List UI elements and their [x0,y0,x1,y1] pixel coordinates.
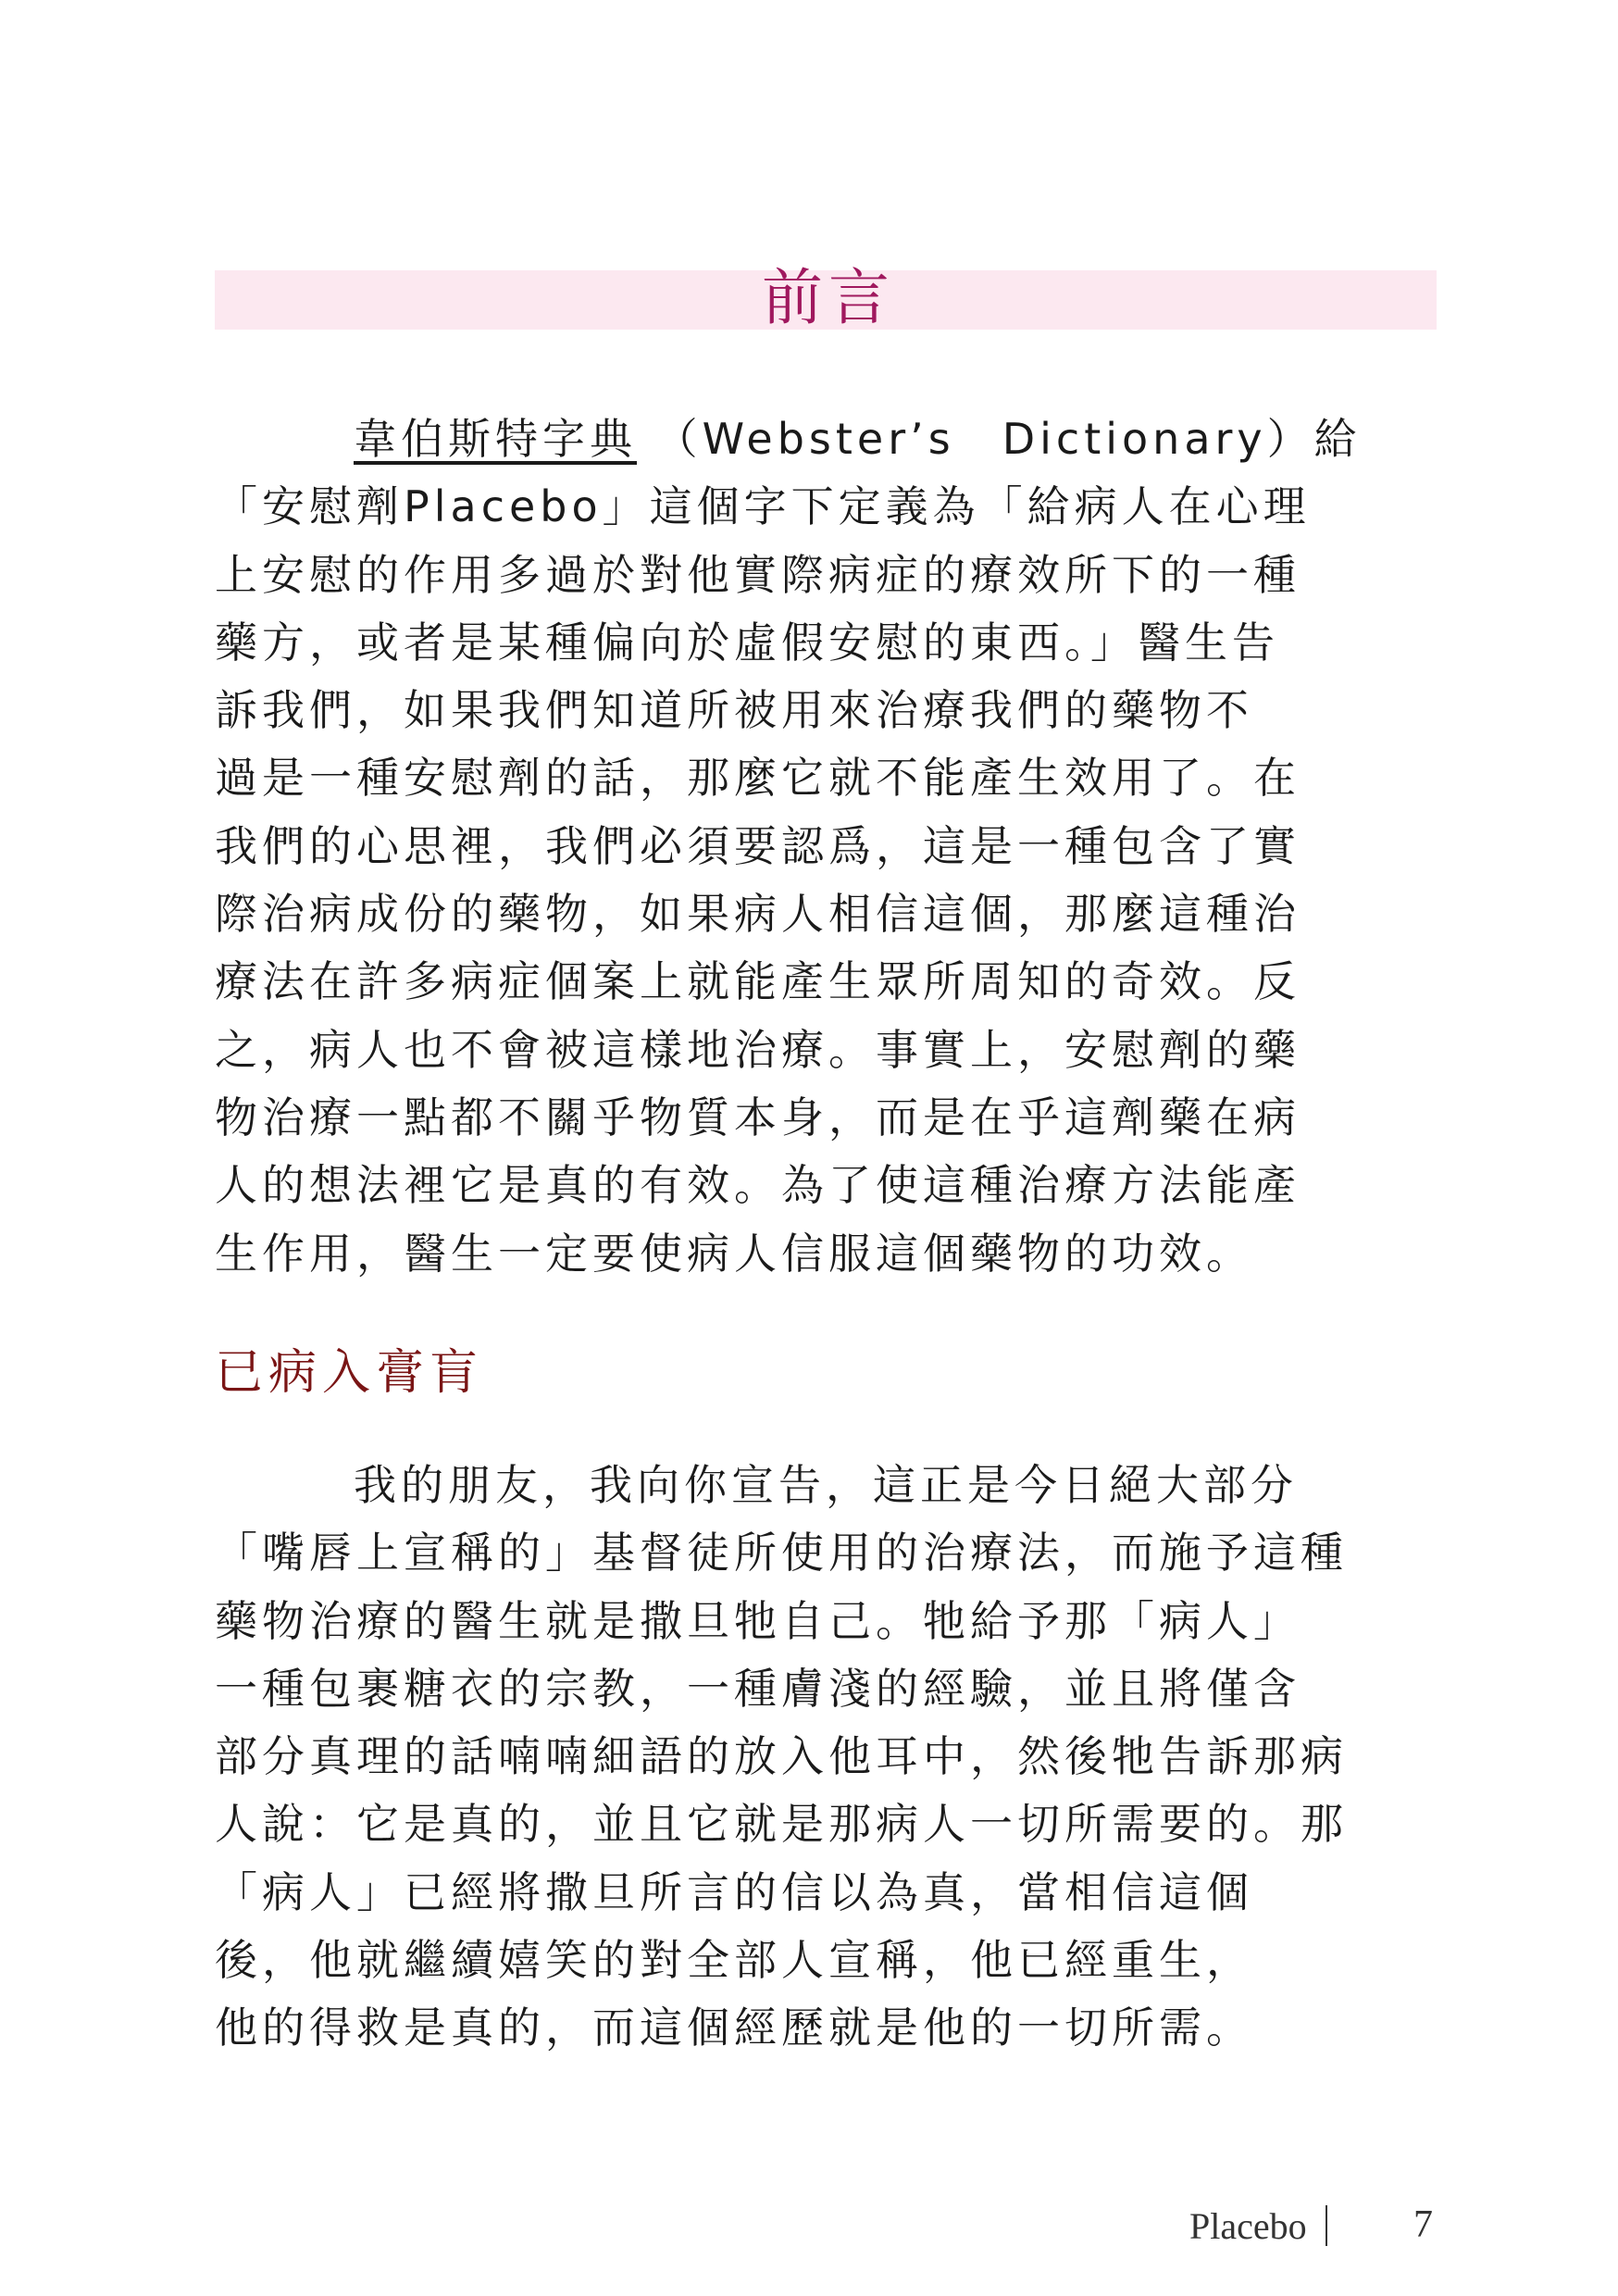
paragraph-1 [215,406,1437,1288]
paragraph-line: 訴我們，如果我們知道所被用來治療我們的藥物不 [215,685,1253,736]
section-heading: 已病入膏肓 [215,1345,484,1401]
paragraph-line: 人說：它是真的，並且它就是那病人一切所需要的。那 [215,1799,1348,1850]
paragraph-line: 我的朋友，我向你宣告，這正是今日絕大部分 [354,1460,1298,1510]
paragraph-line: 療法在許多病症個案上就能產生眾所周知的奇效。反 [215,956,1301,1007]
paragraph-line: 一種包裹糖衣的宗教，一種膚淺的經驗，並且將僅含 [215,1663,1301,1714]
dictionary-term: 韋伯斯特字典 [354,414,637,464]
paragraph-line: 際治病成份的藥物，如果病人相信這個，那麼這種治 [215,889,1301,940]
paragraph-line: 生作用，醫生一定要使病人信服這個藥物的功效。 [215,1228,1253,1279]
paragraph-line: 藥方，或者是某種偏向於虛假安慰的東西。」醫生告 [215,617,1279,668]
paragraph-line: 「病人」已經將撒旦所言的信以為真，當相信這個 [215,1866,1253,1917]
paragraph-line: 部分真理的話喃喃細語的放入他耳中，然後牠告訴那病 [215,1731,1348,1782]
paragraph-2 [215,1452,1437,2063]
page-number: 7 [1413,2203,1433,2246]
paragraph-line: 過是一種安慰劑的話，那麼它就不能產生效用了。在 [215,753,1301,804]
page-title: 前言 [762,262,895,333]
paragraph-line: 他的得救是真的，而這個經歷就是他的一切所需。 [215,2003,1253,2053]
paragraph-line: 之，病人也不會被這樣地治療。事實上，安慰劑的藥 [215,1024,1301,1075]
footer-book-title: Placebo [1189,2205,1307,2247]
paragraph-line: 後，他就繼續嬉笑的對全部人宣稱，他已經重生， [215,1935,1253,1986]
paragraph-line: 物治療一點都不關乎物質本身，而是在乎這劑藥在病 [215,1092,1301,1142]
paragraph-line [215,406,1437,473]
paragraph-line: 上安慰的作用多過於對他實際病症的療效所下的一種 [215,549,1301,600]
paragraph-line-text: （Webster’s Dictionary）給 [637,414,1362,464]
paragraph-line: 「嘴唇上宣稱的」基督徒所使用的治療法，而施予這種 [215,1528,1348,1578]
footer-separator [1326,2205,1327,2246]
paragraph-line: 「安慰劑Placebo」這個字下定義為「給病人在心理 [215,481,1311,532]
paragraph-line: 人的想法裡它是真的有效。為了使這種治療方法能產 [215,1160,1301,1211]
paragraph-line: 藥物治療的醫生就是撒旦牠自己。牠給予那「病人」 [215,1595,1301,1646]
paragraph-line: 我們的心思裡，我們必須要認爲，這是一種包含了實 [215,820,1301,871]
